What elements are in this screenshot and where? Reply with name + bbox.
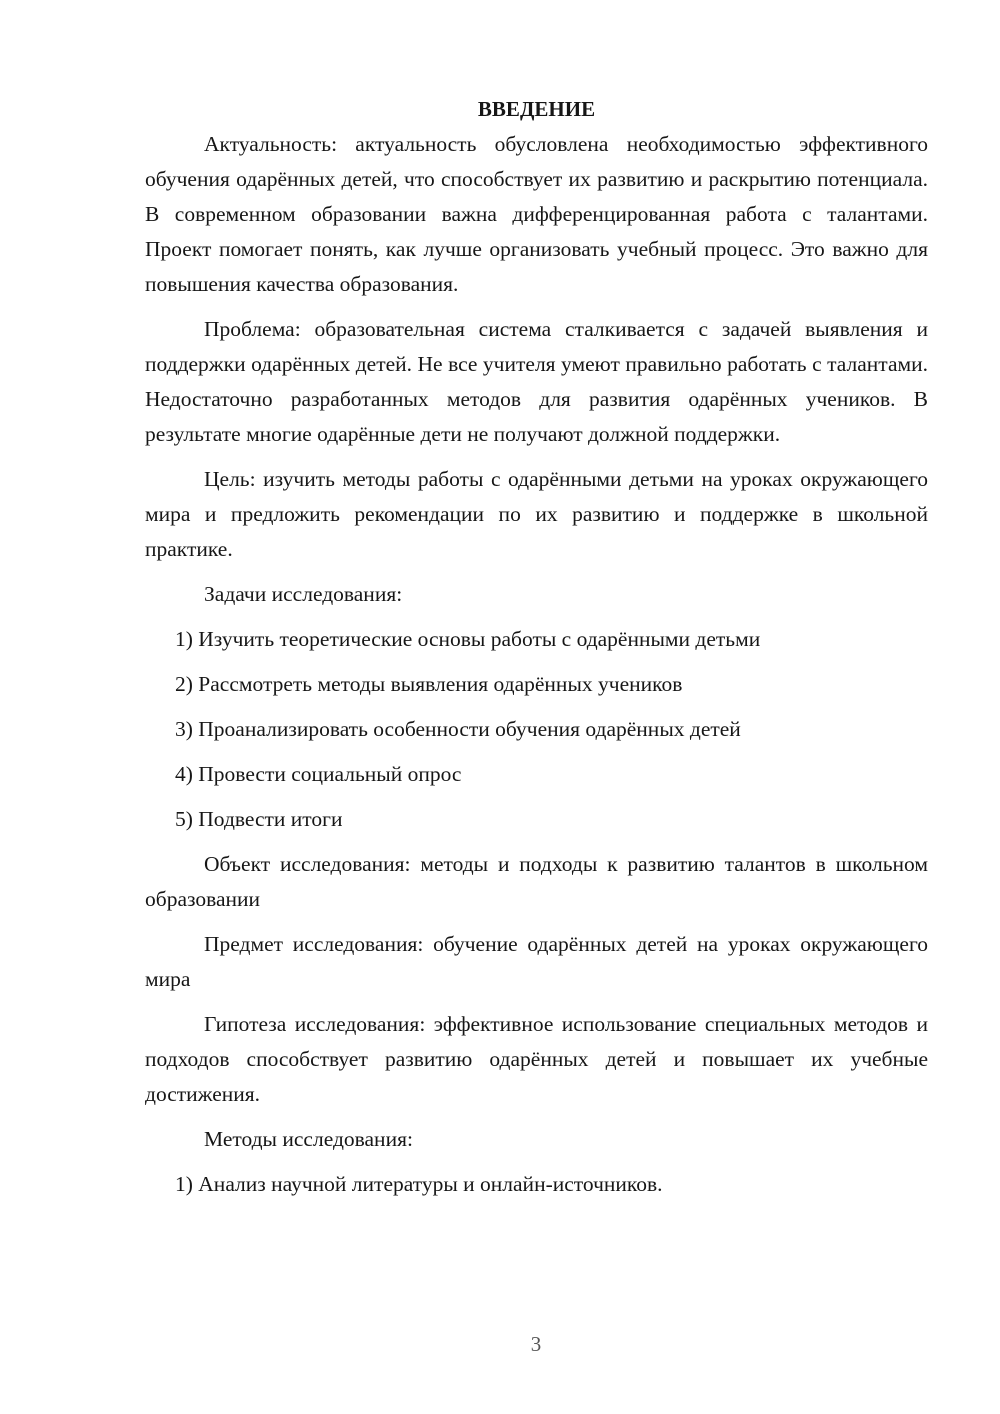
subject-paragraph: Предмет исследования: обучение одарённых детей на уроках окружающего мира bbox=[145, 932, 928, 991]
task-item-3: 3) Проанализировать особенности обучения одарённых детей bbox=[175, 717, 741, 741]
methods-title: Методы исследования: bbox=[204, 1127, 413, 1151]
task-item-4: 4) Провести социальный опрос bbox=[175, 762, 462, 786]
task-item-5: 5) Подвести итоги bbox=[175, 807, 343, 831]
page-number: 3 bbox=[530, 1332, 542, 1356]
relevance-paragraph: Актуальность: актуальность обусловлена необходимостью эффективного обучения одарённых детей, что способствует их развитию и раскрытию потенциала. В современном образовании важна дифференцированная работа с талантами. Проект помогает понять, как лучше организовать учебный процесс. Это важно для повышения качества образования. bbox=[145, 132, 928, 296]
hypothesis-paragraph: Гипотеза исследования: эффективное использование специальных методов и подходов способствует развитию одарённых детей и повышает их учебные достижения. bbox=[145, 1012, 928, 1106]
tasks-title: Задачи исследования: bbox=[204, 582, 403, 606]
method-item-1: 1) Анализ научной литературы и онлайн-источников. bbox=[175, 1172, 663, 1196]
problem-paragraph: Проблема: образовательная система сталкивается с задачей выявления и поддержки одарённых детей. Не все учителя умеют правильно работать с талантами. Недостаточно разработанных методов для развития одарённых учеников. В результате многие одарённые дети не получают должной поддержки. bbox=[145, 317, 928, 446]
object-paragraph: Объект исследования: методы и подходы к развитию талантов в школьном образовании bbox=[145, 852, 928, 911]
goal-paragraph: Цель: изучить методы работы с одарёнными детьми на уроках окружающего мира и предложить рекомендации по их развитию и поддержке в школьной практике. bbox=[145, 467, 928, 561]
section-heading: ВВЕДЕНИЕ bbox=[477, 97, 596, 121]
task-item-2: 2) Рассмотреть методы выявления одарённых учеников bbox=[175, 672, 683, 696]
document-page bbox=[145, 92, 928, 1212]
task-item-1: 1) Изучить теоретические основы работы с одарёнными детьми bbox=[175, 627, 761, 651]
